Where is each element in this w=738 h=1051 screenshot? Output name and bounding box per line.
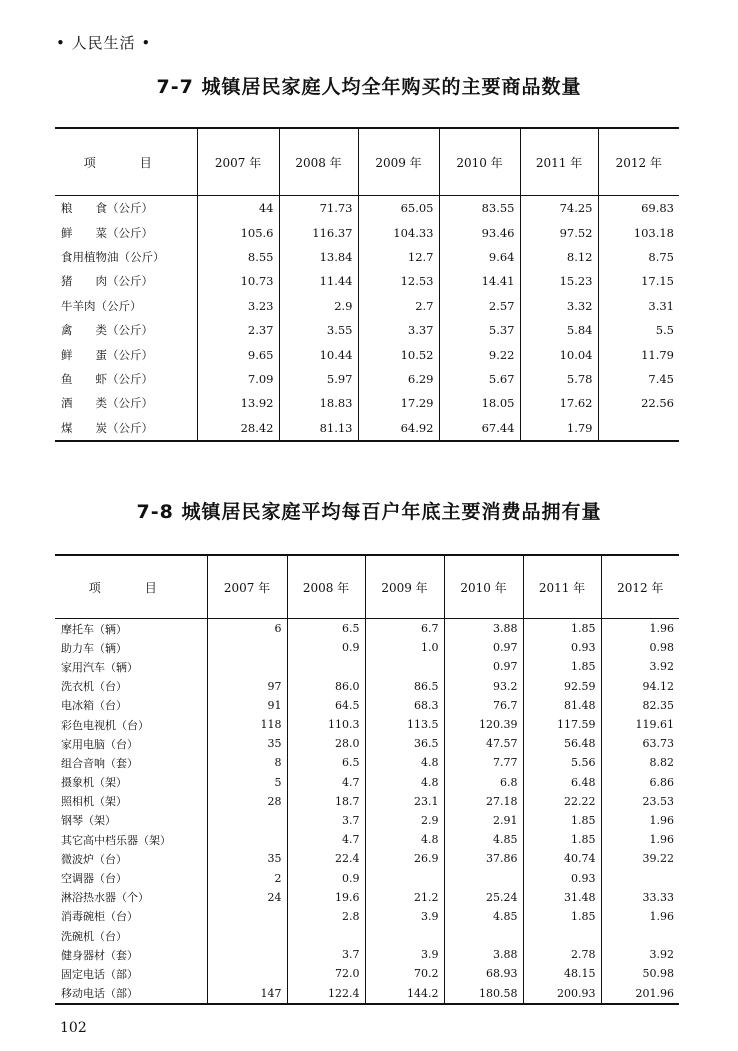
table-cell: 92.59 [523, 677, 601, 696]
table-header-row [55, 555, 679, 619]
table-7-7 [55, 127, 679, 442]
column-header: 2008 年 [279, 128, 358, 196]
column-header: 2009 年 [358, 128, 439, 196]
column-header: 2008 年 [287, 555, 365, 619]
table-cell: 13.92 [197, 391, 279, 415]
table-cell: 27.18 [444, 792, 523, 811]
table-cell: 22.4 [287, 849, 365, 868]
table-cell: 13.84 [279, 245, 358, 269]
row-label: 微波炉（台） [61, 852, 127, 866]
column-header: 项 目 [55, 128, 197, 196]
table-cell: 5.84 [520, 318, 598, 342]
table-cell: 74.25 [520, 196, 598, 221]
table-cell [365, 657, 444, 676]
table-cell: 2.57 [439, 294, 520, 318]
table-cell: 0.9 [287, 638, 365, 657]
table-row [55, 868, 679, 887]
table-row [55, 294, 679, 318]
table-cell: 37.86 [444, 849, 523, 868]
row-label: 电冰箱（台） [61, 699, 127, 713]
table-cell: 86.5 [365, 677, 444, 696]
table-cell: 6 [207, 619, 287, 639]
table-cell: 1.85 [523, 830, 601, 849]
table-cell: 4.8 [365, 773, 444, 792]
table-cell: 4.85 [444, 830, 523, 849]
row-label: 鲜 蛋（公斤） [61, 347, 153, 362]
table-cell: 5 [207, 773, 287, 792]
column-header: 2010 年 [444, 555, 523, 619]
table-cell: 81.48 [523, 696, 601, 715]
row-label: 洗碗机（台） [61, 929, 127, 943]
table-row [55, 715, 679, 734]
row-label: 空调器（台） [61, 872, 127, 886]
table-cell [598, 416, 679, 441]
table-cell: 6.5 [287, 619, 365, 639]
table-cell: 104.33 [358, 220, 439, 244]
table-cell: 21.2 [365, 888, 444, 907]
table-cell [444, 868, 523, 887]
table-cell: 144.2 [365, 984, 444, 1004]
row-label: 摄象机（架） [61, 776, 127, 790]
table-row [55, 888, 679, 907]
table-row [55, 696, 679, 715]
column-header: 项 目 [55, 555, 207, 619]
table-row [55, 657, 679, 676]
table-cell: 3.88 [444, 619, 523, 639]
table-7-7-title: 7-7 城镇居民家庭人均全年购买的主要商品数量 [156, 76, 582, 98]
table-cell [207, 638, 287, 657]
table-cell: 105.6 [197, 220, 279, 244]
column-header: 2011 年 [520, 128, 598, 196]
table-cell: 118 [207, 715, 287, 734]
table-cell: 25.24 [444, 888, 523, 907]
table-row [55, 196, 679, 221]
table-cell: 113.5 [365, 715, 444, 734]
table-7-8 [55, 554, 679, 1005]
table-cell: 4.8 [365, 753, 444, 772]
table-cell: 0.93 [523, 868, 601, 887]
table-cell: 67.44 [439, 416, 520, 441]
table-cell: 9.65 [197, 342, 279, 366]
table-cell: 7.77 [444, 753, 523, 772]
table-row [55, 416, 679, 441]
table-cell: 1.96 [601, 907, 679, 926]
table-cell: 82.35 [601, 696, 679, 715]
table-cell: 17.15 [598, 269, 679, 293]
table-cell: 6.29 [358, 367, 439, 391]
table-cell: 19.6 [287, 888, 365, 907]
row-label: 家用汽车（辆） [61, 660, 138, 674]
table-cell: 1.85 [523, 657, 601, 676]
table-cell: 35 [207, 849, 287, 868]
table-cell: 8.75 [598, 245, 679, 269]
row-label: 酒 类（公斤） [61, 396, 153, 411]
table-cell: 63.73 [601, 734, 679, 753]
table-row [55, 792, 679, 811]
table-cell: 94.12 [601, 677, 679, 696]
table-cell: 10.04 [520, 342, 598, 366]
row-label: 家用电脑（台） [61, 737, 138, 751]
column-header: 2011 年 [523, 555, 601, 619]
table-row [55, 907, 679, 926]
table-row [55, 220, 679, 244]
table-cell: 4.8 [365, 830, 444, 849]
table-row [55, 830, 679, 849]
table-cell: 4.7 [287, 773, 365, 792]
table-cell: 48.15 [523, 964, 601, 983]
table-cell: 31.48 [523, 888, 601, 907]
table-row [55, 773, 679, 792]
table-cell: 6.5 [287, 753, 365, 772]
table-cell: 117.59 [523, 715, 601, 734]
table-row [55, 945, 679, 964]
table-cell: 40.74 [523, 849, 601, 868]
table-cell: 3.92 [601, 657, 679, 676]
table-cell: 103.18 [598, 220, 679, 244]
table-header-row [55, 128, 679, 196]
table-row [55, 926, 679, 945]
row-label: 消毒碗柜（台） [61, 910, 138, 924]
table-cell [207, 964, 287, 983]
row-label: 淋浴热水器（个） [61, 891, 149, 905]
table-cell: 2.9 [365, 811, 444, 830]
row-label: 摩托车（辆） [61, 622, 127, 636]
table-cell: 201.96 [601, 984, 679, 1004]
column-header: 2010 年 [439, 128, 520, 196]
table-cell: 72.0 [287, 964, 365, 983]
table-cell: 5.5 [598, 318, 679, 342]
table-cell: 3.37 [358, 318, 439, 342]
table-cell [207, 945, 287, 964]
table-cell: 7.45 [598, 367, 679, 391]
table-cell: 18.7 [287, 792, 365, 811]
table-cell: 17.62 [520, 391, 598, 415]
table-cell: 1.79 [520, 416, 598, 441]
table-cell: 81.13 [279, 416, 358, 441]
table-cell: 76.7 [444, 696, 523, 715]
row-label: 猪 肉（公斤） [61, 274, 153, 289]
table-cell: 5.78 [520, 367, 598, 391]
table-row [55, 367, 679, 391]
table-cell: 1.85 [523, 619, 601, 639]
table-cell: 69.83 [598, 196, 679, 221]
table-cell: 93.46 [439, 220, 520, 244]
table-cell: 97.52 [520, 220, 598, 244]
table-cell [601, 868, 679, 887]
row-label: 钢琴（架） [61, 814, 116, 828]
table-cell: 3.9 [365, 907, 444, 926]
table-row [55, 638, 679, 657]
table-cell [365, 926, 444, 945]
table-row [55, 391, 679, 415]
table-cell: 70.2 [365, 964, 444, 983]
table-cell: 3.55 [279, 318, 358, 342]
table-cell: 22.22 [523, 792, 601, 811]
table-cell: 1.85 [523, 907, 601, 926]
row-label: 煤 炭（公斤） [55, 416, 197, 441]
table-cell: 6.8 [444, 773, 523, 792]
table-row [55, 269, 679, 293]
table-cell: 0.97 [444, 638, 523, 657]
table-cell: 23.53 [601, 792, 679, 811]
table-cell: 2.9 [279, 294, 358, 318]
table-cell: 33.33 [601, 888, 679, 907]
table-cell: 0.97 [444, 657, 523, 676]
table-cell: 6.7 [365, 619, 444, 639]
table-cell: 1.0 [365, 638, 444, 657]
table-cell: 3.88 [444, 945, 523, 964]
row-label: 健身器材（套） [61, 948, 138, 962]
table-cell: 39.22 [601, 849, 679, 868]
table-cell: 5.56 [523, 753, 601, 772]
table-cell: 24 [207, 888, 287, 907]
table-cell [523, 926, 601, 945]
row-label: 移动电话（部） [55, 984, 207, 1004]
table-cell: 2.8 [287, 907, 365, 926]
table-row [55, 342, 679, 366]
table-cell: 5.67 [439, 367, 520, 391]
table-cell: 9.64 [439, 245, 520, 269]
table-cell [207, 657, 287, 676]
row-label: 鱼 虾（公斤） [61, 371, 153, 386]
table-cell: 6.48 [523, 773, 601, 792]
table-cell [207, 830, 287, 849]
row-label: 彩色电视机（台） [61, 718, 149, 732]
table-cell: 83.55 [439, 196, 520, 221]
table-cell: 6.86 [601, 773, 679, 792]
table-cell: 0.9 [287, 868, 365, 887]
table-cell: 8.55 [197, 245, 279, 269]
table-cell: 1.96 [601, 619, 679, 639]
table-cell: 3.32 [520, 294, 598, 318]
table-cell: 5.97 [279, 367, 358, 391]
column-header: 2012 年 [598, 128, 679, 196]
row-label: 洗衣机（台） [61, 680, 127, 694]
table-cell: 12.7 [358, 245, 439, 269]
table-cell: 68.93 [444, 964, 523, 983]
table-cell: 10.52 [358, 342, 439, 366]
page-number: 102 [60, 1020, 87, 1036]
table-cell: 28.42 [197, 416, 279, 441]
table-cell: 71.73 [279, 196, 358, 221]
table-cell: 8.12 [520, 245, 598, 269]
table-row [55, 984, 679, 1004]
table-cell [207, 926, 287, 945]
table-cell: 8.82 [601, 753, 679, 772]
table-cell: 14.41 [439, 269, 520, 293]
table-cell: 8 [207, 753, 287, 772]
table-cell: 2 [207, 868, 287, 887]
row-label: 助力车（辆） [61, 641, 127, 655]
table-cell: 11.44 [279, 269, 358, 293]
row-label: 组合音响（套） [61, 756, 138, 770]
row-label: 照相机（架） [61, 795, 127, 809]
table-cell: 1.96 [601, 811, 679, 830]
row-label: 鲜 菜（公斤） [61, 225, 153, 240]
column-header: 2012 年 [601, 555, 679, 619]
table-cell: 1.85 [523, 811, 601, 830]
table-cell: 3.92 [601, 945, 679, 964]
row-label: 牛羊肉（公斤） [61, 298, 142, 313]
table-cell: 35 [207, 734, 287, 753]
table-cell: 4.7 [287, 830, 365, 849]
row-label: 禽 类（公斤） [61, 323, 153, 338]
row-label: 粮 食（公斤） [61, 201, 153, 216]
table-cell [601, 926, 679, 945]
table-cell: 0.93 [523, 638, 601, 657]
table-cell: 68.3 [365, 696, 444, 715]
table-cell: 36.5 [365, 734, 444, 753]
table-cell: 28 [207, 792, 287, 811]
table-cell: 119.61 [601, 715, 679, 734]
table-cell: 3.9 [365, 945, 444, 964]
table-row [55, 849, 679, 868]
column-header: 2007 年 [197, 128, 279, 196]
table-row [55, 734, 679, 753]
table-cell: 0.98 [601, 638, 679, 657]
table-cell: 110.3 [287, 715, 365, 734]
table-cell: 120.39 [444, 715, 523, 734]
table-cell: 147 [207, 984, 287, 1004]
table-row [55, 753, 679, 772]
table-cell: 15.23 [520, 269, 598, 293]
table-cell: 122.4 [287, 984, 365, 1004]
table-row [55, 245, 679, 269]
table-cell: 3.23 [197, 294, 279, 318]
table-cell: 3.7 [287, 811, 365, 830]
table-cell [207, 907, 287, 926]
table-cell: 2.91 [444, 811, 523, 830]
table-cell: 18.05 [439, 391, 520, 415]
table-cell [287, 926, 365, 945]
table-cell: 2.37 [197, 318, 279, 342]
table-cell [444, 926, 523, 945]
section-tag: • 人民生活 • [56, 34, 152, 52]
table-cell: 26.9 [365, 849, 444, 868]
table-cell: 9.22 [439, 342, 520, 366]
table-cell: 10.73 [197, 269, 279, 293]
column-header: 2009 年 [365, 555, 444, 619]
table-cell: 23.1 [365, 792, 444, 811]
table-cell: 97 [207, 677, 287, 696]
table-7-8-title: 7-8 城镇居民家庭平均每百户年底主要消费品拥有量 [136, 501, 602, 523]
table-cell: 86.0 [287, 677, 365, 696]
row-label: 食用植物油（公斤） [61, 249, 165, 264]
table-cell: 2.7 [358, 294, 439, 318]
row-label: 固定电话（部） [61, 967, 138, 981]
table-cell: 44 [197, 196, 279, 221]
table-cell: 47.57 [444, 734, 523, 753]
table-cell: 200.93 [523, 984, 601, 1004]
table-cell: 1.96 [601, 830, 679, 849]
table-cell: 3.7 [287, 945, 365, 964]
table-cell: 91 [207, 696, 287, 715]
table-row [55, 964, 679, 983]
table-cell: 180.58 [444, 984, 523, 1004]
table-cell: 7.09 [197, 367, 279, 391]
table-cell: 22.56 [598, 391, 679, 415]
table-cell: 28.0 [287, 734, 365, 753]
table-cell: 3.31 [598, 294, 679, 318]
row-label: 其它高中档乐器（架） [61, 833, 171, 847]
table-cell: 5.37 [439, 318, 520, 342]
table-cell: 11.79 [598, 342, 679, 366]
table-cell: 64.92 [358, 416, 439, 441]
table-row [55, 318, 679, 342]
table-cell: 12.53 [358, 269, 439, 293]
table-row [55, 619, 679, 639]
table-cell [365, 868, 444, 887]
table-row [55, 677, 679, 696]
table-cell: 4.85 [444, 907, 523, 926]
table-cell: 65.05 [358, 196, 439, 221]
table-cell [207, 811, 287, 830]
table-cell: 93.2 [444, 677, 523, 696]
table-cell [287, 657, 365, 676]
table-cell: 116.37 [279, 220, 358, 244]
table-cell: 10.44 [279, 342, 358, 366]
table-cell: 56.48 [523, 734, 601, 753]
table-cell: 2.78 [523, 945, 601, 964]
table-cell: 18.83 [279, 391, 358, 415]
table-cell: 50.98 [601, 964, 679, 983]
table-row [55, 811, 679, 830]
table-cell: 64.5 [287, 696, 365, 715]
column-header: 2007 年 [207, 555, 287, 619]
table-cell: 17.29 [358, 391, 439, 415]
